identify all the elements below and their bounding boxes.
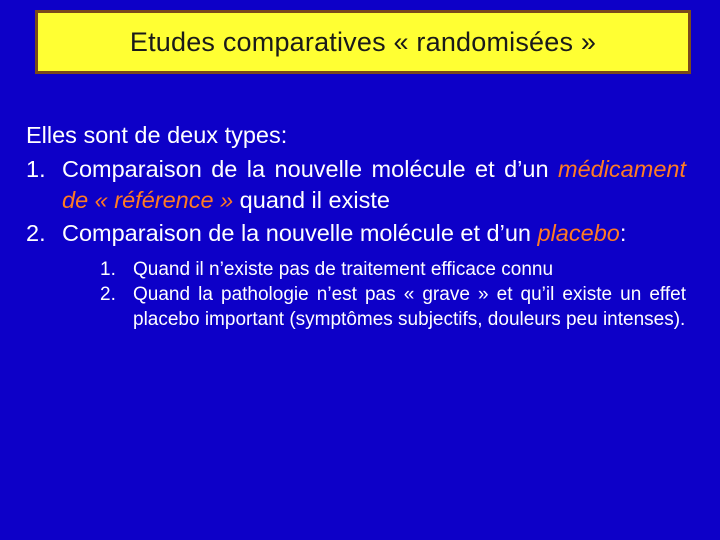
- sub-item-text: Quand il n’existe pas de traitement efficace connu: [133, 259, 554, 280]
- item-accent-text: médicament de « référence »: [62, 156, 686, 213]
- sub-list-number: 1.: [100, 259, 116, 280]
- item-text: Comparaison de la nouvelle molécule et d’un: [62, 156, 558, 182]
- item-accent-text: placebo: [537, 220, 620, 246]
- item-text-end: :: [619, 220, 627, 246]
- sub-item-text: Quand la pathologie n’est pas « grave » et qu’il existe un effet placebo important (symptômes subjectifs, douleurs peu intenses).: [133, 284, 686, 330]
- slide-title: Etudes comparatives « randomisées »: [129, 26, 597, 57]
- intro-text: Elles sont de deux types:: [26, 122, 288, 148]
- list-item-1: [26, 154, 686, 216]
- sub-list-item-1: [100, 257, 686, 282]
- sub-list-item-2: [100, 282, 686, 332]
- list-number: 1.: [26, 156, 46, 182]
- main-list: [26, 154, 686, 332]
- list-item-2: [26, 218, 686, 332]
- slide-body: [26, 120, 686, 334]
- sub-list: [100, 257, 686, 332]
- list-number: 2.: [26, 220, 46, 246]
- sub-list-number: 2.: [100, 284, 116, 305]
- item-text-end: quand il existe: [233, 187, 390, 213]
- item-text: Comparaison de la nouvelle molécule et d’un: [62, 220, 538, 246]
- title-box: [35, 10, 691, 74]
